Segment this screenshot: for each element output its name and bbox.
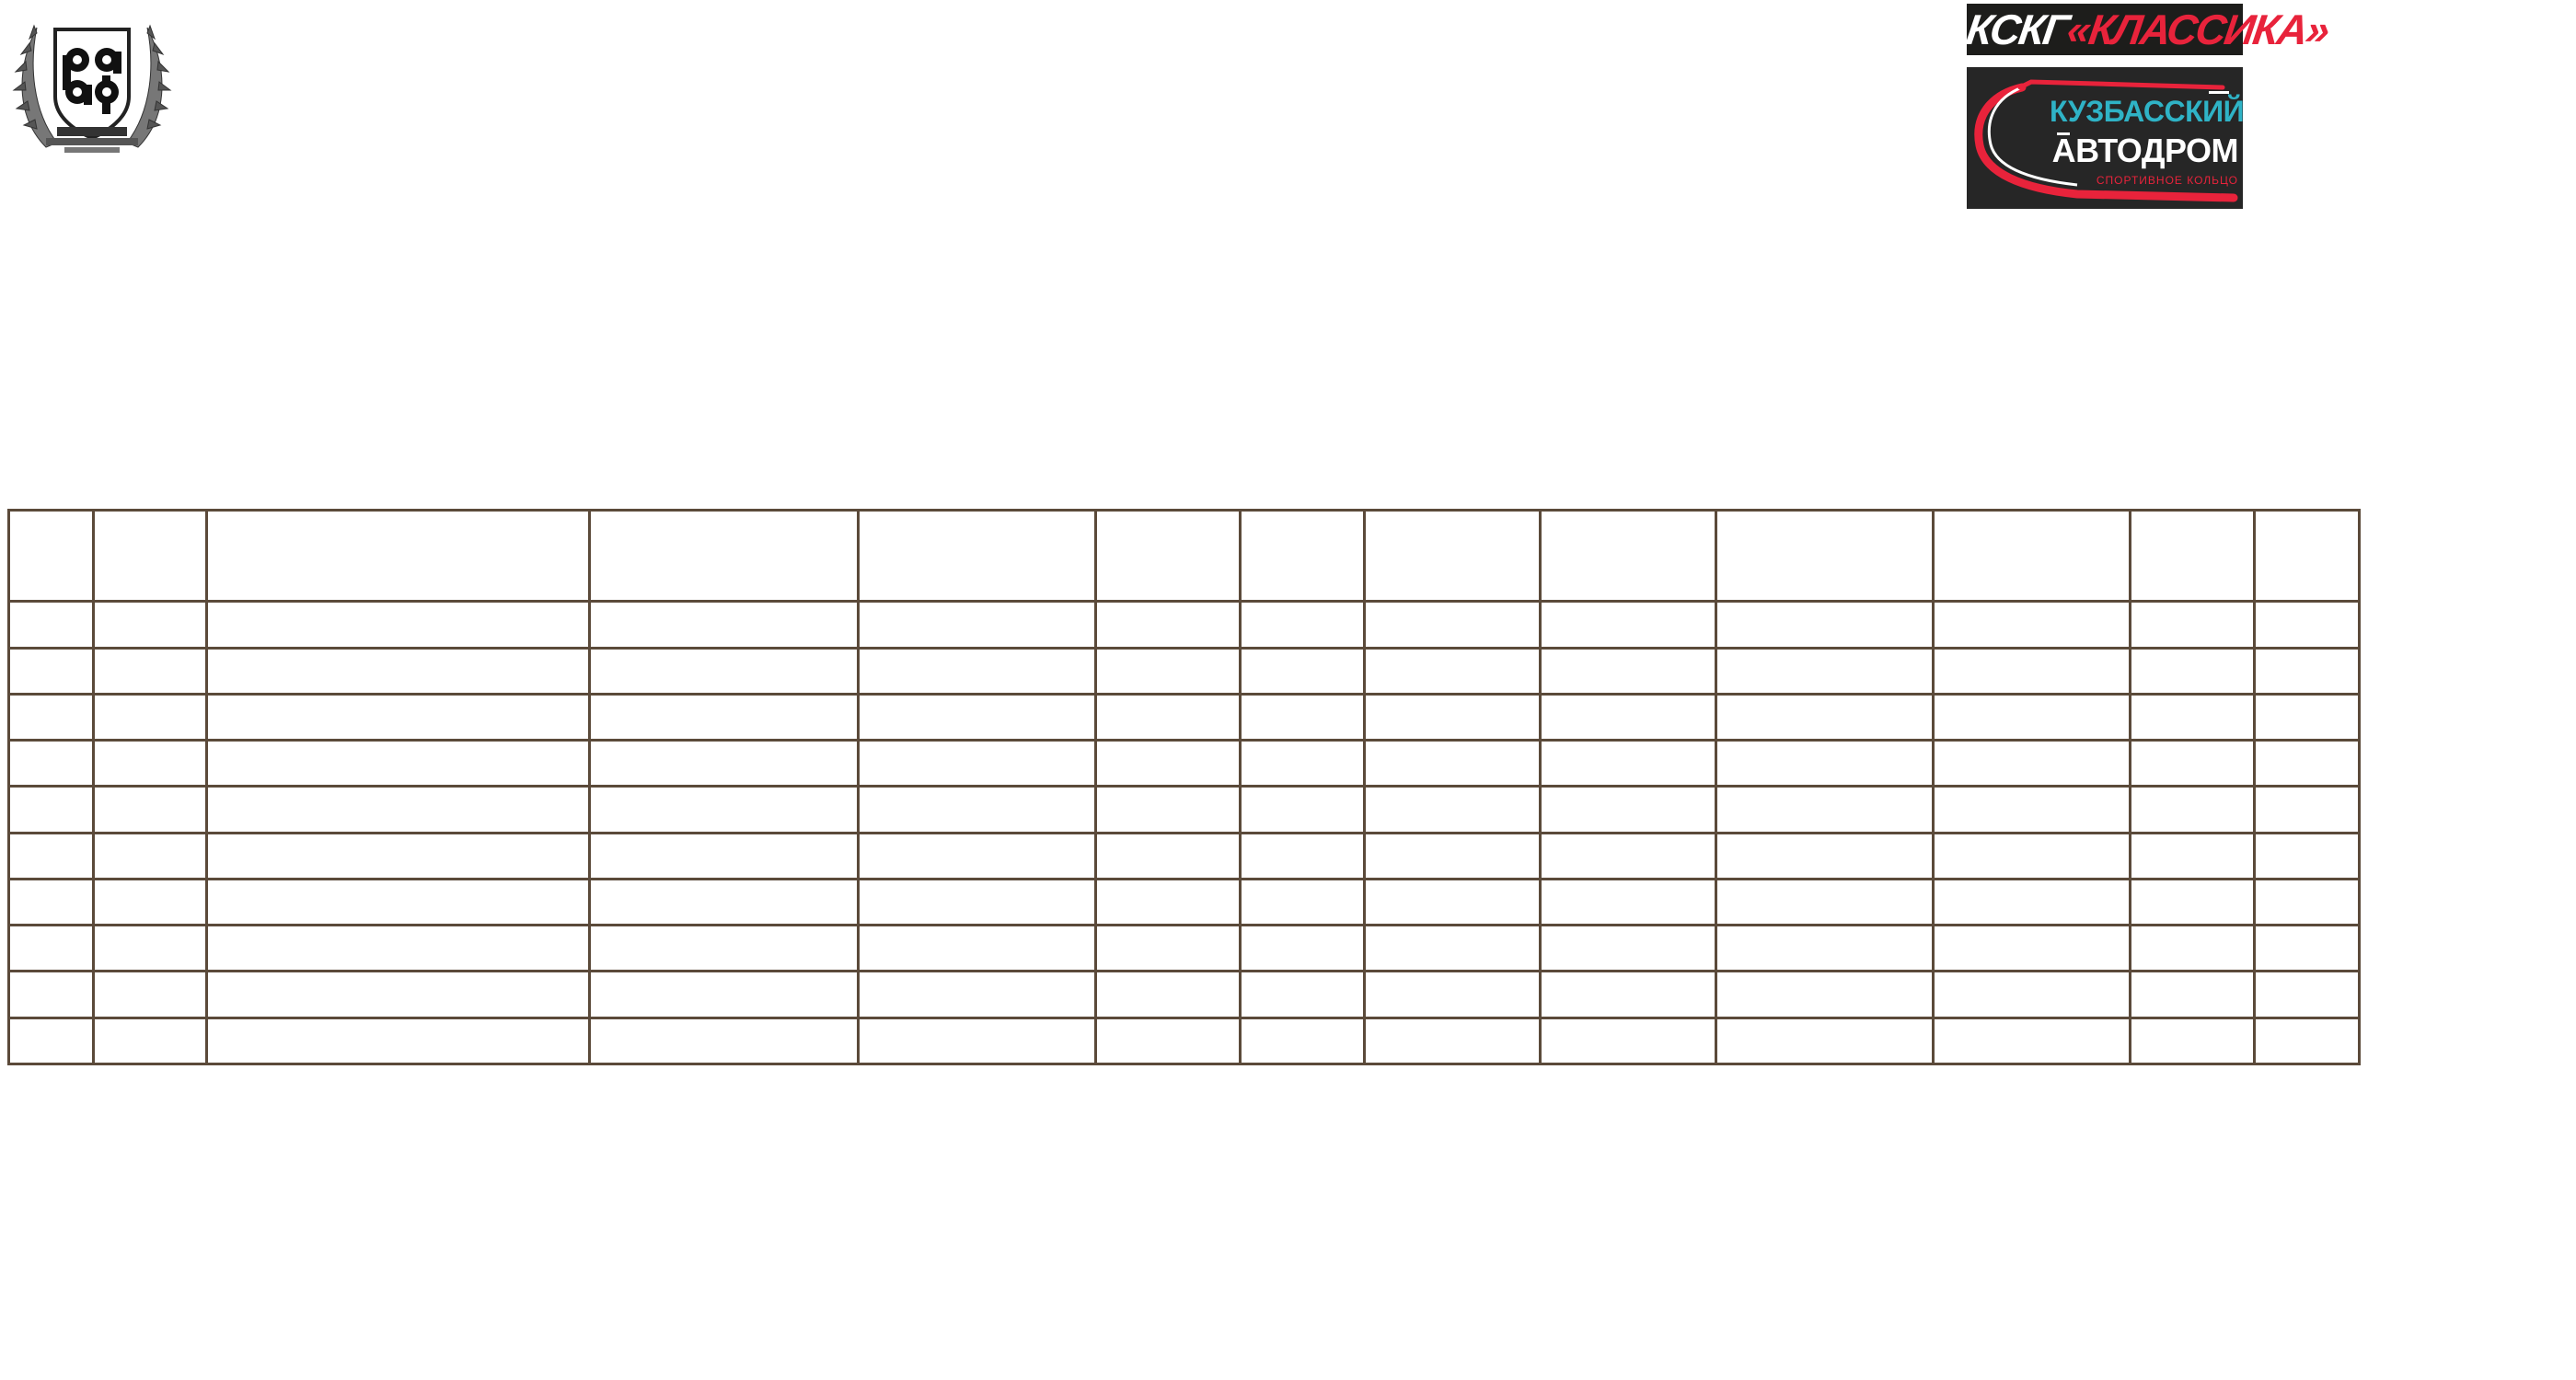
table-row [9,1018,2360,1064]
table-cell [2255,1018,2360,1064]
table-cell [1541,1018,1716,1064]
table-cell [1096,972,1241,1018]
table-cell [1716,972,1934,1018]
table-cell [2131,741,2255,787]
table-cell [2255,879,2360,925]
table-cell [2255,972,2360,1018]
table-row [9,833,2360,879]
table-row [9,787,2360,833]
table-cell [1241,787,1365,833]
table-cell [1241,1018,1365,1064]
table-cell [590,741,859,787]
table-cell [94,972,207,1018]
table-cell [1541,648,1716,694]
table-cell [1241,694,1365,740]
table-cell [1096,833,1241,879]
kskg-logo-part1: КСКГ [1963,6,2072,53]
table-cell [590,926,859,972]
table-cell [1541,741,1716,787]
table-row [9,926,2360,972]
table-cell [207,648,590,694]
table-cell [2131,787,2255,833]
table-cell [1934,511,2131,602]
table-cell [1934,694,2131,740]
table-cell [1241,741,1365,787]
table-cell [1716,787,1934,833]
kskg-logo-part2: «КЛАССИКА» [2063,6,2332,53]
table-cell [9,1018,94,1064]
table-row [9,694,2360,740]
table-cell [207,972,590,1018]
table-cell [590,833,859,879]
table-cell [1365,879,1541,925]
kuzbass-avtodrom-logo [1967,67,2243,209]
table-cell [207,511,590,602]
table-cell [1365,648,1541,694]
table-cell [859,694,1096,740]
table-cell [2131,879,2255,925]
table-cell [1365,833,1541,879]
table-cell [1934,926,2131,972]
table-cell [1241,833,1365,879]
table-row [9,648,2360,694]
table-cell [590,602,859,648]
table-cell [859,787,1096,833]
table-cell [94,787,207,833]
table-cell [94,833,207,879]
table-cell [1096,511,1241,602]
table-cell [2131,511,2255,602]
table-cell [94,511,207,602]
table-cell [1716,879,1934,925]
table-cell [859,879,1096,925]
table-cell [207,602,590,648]
table-cell [9,511,94,602]
table-cell [1934,648,2131,694]
table-cell [9,787,94,833]
table-cell [1541,833,1716,879]
table-cell [1934,787,2131,833]
table-cell [2131,602,2255,648]
table-cell [1934,833,2131,879]
raaf-emblem-icon [9,9,175,156]
table-cell [9,879,94,925]
table-cell [2255,833,2360,879]
table-cell [1241,926,1365,972]
table-cell [1716,648,1934,694]
table-cell [2255,926,2360,972]
table-cell [9,648,94,694]
table-cell [1716,694,1934,740]
table-cell [207,787,590,833]
table-cell [1365,602,1541,648]
table-cell [2255,511,2360,602]
table-cell [1716,1018,1934,1064]
kuzbass-logo-line2: АВТОДРОМ [2051,132,2238,169]
table-cell [1934,1018,2131,1064]
table-cell [2131,648,2255,694]
table-cell [1716,741,1934,787]
table-cell [1934,741,2131,787]
table-cell [2255,602,2360,648]
table-cell [1934,972,2131,1018]
table-cell [2131,694,2255,740]
table-row [9,741,2360,787]
table-cell [1096,648,1241,694]
table-cell [859,648,1096,694]
table-cell [590,972,859,1018]
table-cell [94,1018,207,1064]
table-cell [1365,787,1541,833]
table-cell [94,926,207,972]
table-row [9,879,2360,925]
table-cell [2131,926,2255,972]
table-cell [9,694,94,740]
kskg-logo-text [1963,4,2332,55]
table-cell [2255,787,2360,833]
table-cell [1365,926,1541,972]
table-cell [94,648,207,694]
table-cell [859,972,1096,1018]
table-cell [94,879,207,925]
table-cell [590,648,859,694]
table-cell [94,741,207,787]
table-cell [207,926,590,972]
table-cell [207,741,590,787]
table-cell [590,1018,859,1064]
table-cell [1096,741,1241,787]
table-cell [2131,1018,2255,1064]
table-cell [1541,694,1716,740]
table-cell [590,787,859,833]
table-cell [1934,879,2131,925]
table-cell [2131,833,2255,879]
table-cell [9,602,94,648]
table-cell [1541,972,1716,1018]
table-header-row [9,511,2360,602]
table-cell [590,879,859,925]
table-cell [1096,926,1241,972]
table-cell [859,602,1096,648]
table-cell [1365,1018,1541,1064]
table-cell [207,1018,590,1064]
table-cell [1541,787,1716,833]
table-cell [1541,879,1716,925]
table-cell [1096,1018,1241,1064]
table-cell [94,694,207,740]
table-cell [207,879,590,925]
table-cell [1716,511,1934,602]
table-cell [1934,602,2131,648]
table-cell [9,972,94,1018]
table-cell [94,602,207,648]
table-cell [2255,694,2360,740]
table-cell [1541,511,1716,602]
table-row [9,602,2360,648]
table-cell [1541,926,1716,972]
table-row [9,972,2360,1018]
results-table [7,509,2361,1065]
table-cell [207,694,590,740]
table-cell [859,833,1096,879]
table-cell [1365,741,1541,787]
table-cell [859,926,1096,972]
table-cell [590,694,859,740]
table-cell [1241,879,1365,925]
table-cell [1096,787,1241,833]
table-cell [1096,879,1241,925]
table-cell [2255,741,2360,787]
table-cell [859,741,1096,787]
table-cell [859,511,1096,602]
table-cell [1716,833,1934,879]
table-cell [1096,694,1241,740]
kskg-klassika-logo [1963,4,2332,55]
table-cell [1365,972,1541,1018]
table-cell [207,833,590,879]
table-cell [1716,926,1934,972]
table-cell [590,511,859,602]
table-cell [9,926,94,972]
table-cell [2255,648,2360,694]
kuzbass-logo-line3: СПОРТИВНОЕ КОЛЬЦО [2096,174,2238,187]
table-cell [1241,972,1365,1018]
table-cell [1241,602,1365,648]
table-cell [2131,972,2255,1018]
table-cell [1716,602,1934,648]
table-cell [9,741,94,787]
table-cell [9,833,94,879]
table-cell [1096,602,1241,648]
table-cell [1241,511,1365,602]
table-cell [1365,694,1541,740]
table-cell [1541,602,1716,648]
table-cell [859,1018,1096,1064]
kuzbass-logo-line1: КУЗБАССКИЙ [2050,95,2245,128]
table-cell [1241,648,1365,694]
table-cell [1365,511,1541,602]
